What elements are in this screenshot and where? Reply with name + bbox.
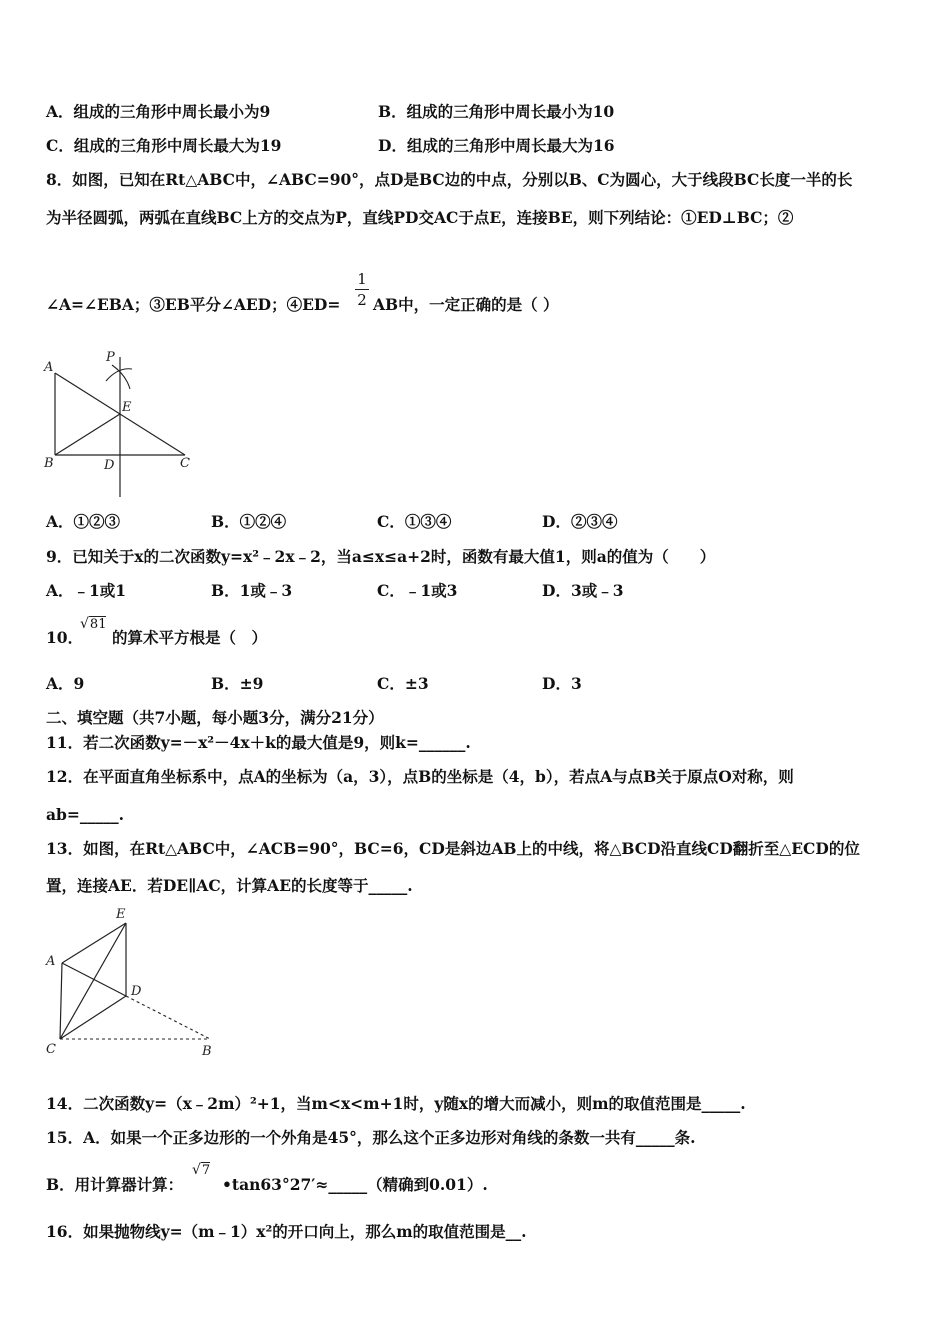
q11-stem: 11．若二次函数y=－x²－4x＋k的最大值是9，则k=______. <box>46 733 471 752</box>
q12-stem-line2: ab=_____. <box>46 805 125 824</box>
q15-sqrt <box>192 1162 210 1178</box>
label-p: P <box>106 350 115 365</box>
q10-radicand: 81 <box>89 617 107 632</box>
section-2-heading: 二、填空题（共7小题，每小题3分，满分21分） <box>46 708 384 727</box>
fraction-numerator: 1 <box>357 270 367 288</box>
q8-stem-line3b: AB中，一定正确的是（ ） <box>373 295 559 314</box>
q7-option-c: C．组成的三角形中周长最大为19 <box>46 136 282 155</box>
label-a: A <box>44 360 54 375</box>
segment-ce <box>60 923 126 1039</box>
q15-part-b-prefix: B．用计算器计算： <box>46 1175 184 1194</box>
q15-radicand: 7 <box>201 1163 211 1178</box>
label-b: B <box>202 1044 212 1059</box>
q8-option-a: A．①②③ <box>46 512 121 531</box>
q8-stem-line3a: ∠A=∠EBA；③EB平分∠AED；④ED= <box>46 295 341 314</box>
segment-be <box>55 414 120 455</box>
q10-option-a: A．9 <box>46 674 85 693</box>
q8-fraction <box>355 271 369 308</box>
q7-option-d: D．组成的三角形中周长最大为16 <box>378 136 615 155</box>
q12-stem-line1: 12．在平面直角坐标系中，点A的坐标为（a，3），点B的坐标是（4，b），若点A与点B关于原点O对称，则 <box>46 767 794 786</box>
q8-stem-line1: 8．如图，已知在Rt△ABC中，∠ABC=90°，点D是BC边的中点，分别以B、C为圆心，大于线段BC长度一半的长 <box>46 170 853 189</box>
label-b: B <box>44 456 54 471</box>
segment-ae <box>62 923 126 963</box>
q15-part-a: 15．A．如果一个正多边形的一个外角是45°，那么这个正多边形对角线的条数一共有_____条. <box>46 1128 696 1147</box>
radical-sign-icon: √ <box>80 616 89 632</box>
segment-cd <box>60 996 126 1039</box>
label-d: D <box>104 458 115 473</box>
segment-ac <box>60 963 62 1039</box>
q8-option-c: C．①③④ <box>377 512 452 531</box>
q10-sqrt <box>80 616 106 632</box>
q15-part-b-suffix: •tan63°27′≈_____（精确到0.01）. <box>222 1175 488 1194</box>
label-c: C <box>46 1042 56 1057</box>
q7-option-a: A．组成的三角形中周长最小为9 <box>46 102 271 121</box>
q10-option-d: D．3 <box>542 674 582 693</box>
q8-option-d: D．②③④ <box>542 512 618 531</box>
q14-stem: 14．二次函数y=（x﹣2m）²+1，当m<x<m+1时，y随x的增大而减小，则m的取值范围是_____. <box>46 1094 746 1113</box>
q16-stem: 16．如果抛物线y=（m﹣1）x²的开口向上，那么m的取值范围是__. <box>46 1222 527 1241</box>
q10-option-b: B．±9 <box>211 674 264 693</box>
q9-option-b: B．1或﹣3 <box>211 581 293 600</box>
segment-ad <box>62 963 126 996</box>
q8-option-b: B．①②④ <box>211 512 287 531</box>
fraction-denominator: 2 <box>357 291 367 309</box>
radical-sign-icon: √ <box>192 1162 201 1178</box>
q7-option-b: B．组成的三角形中周长最小为10 <box>378 102 615 121</box>
q9-option-d: D．3或﹣3 <box>542 581 624 600</box>
q9-option-c: C．﹣1或3 <box>377 581 458 600</box>
q13-stem-line1: 13．如图，在Rt△ABC中，∠ACB=90°，BC=6，CD是斜边AB上的中线，将△BCD沿直线CD翻折至△ECD的位 <box>46 839 860 858</box>
segment-db-dashed <box>126 996 210 1039</box>
label-d: D <box>131 984 142 999</box>
label-e: E <box>122 400 132 415</box>
q13-figure <box>40 903 220 1063</box>
q9-stem: 9．已知关于x的二次函数y=x²﹣2x﹣2，当a≤x≤a+2时，函数有最大值1，则a的值为（ ） <box>46 547 716 566</box>
label-e: E <box>116 907 126 922</box>
q10-option-c: C．±3 <box>377 674 429 693</box>
q10-stem: 的算术平方根是（ ） <box>112 628 268 647</box>
label-c: C <box>180 456 190 471</box>
label-a: A <box>46 954 56 969</box>
q8-figure <box>40 345 210 505</box>
q9-option-a: A．﹣1或1 <box>46 581 127 600</box>
q13-stem-line2: 置，连接AE．若DE∥AC，计算AE的长度等于_____. <box>46 876 413 895</box>
q10-number: 10． <box>46 628 84 647</box>
q8-stem-line2: 为半径圆弧，两弧在直线BC上方的交点为P，直线PD交AC于点E，连接BE，则下列结论：①ED⊥BC；② <box>46 208 794 227</box>
